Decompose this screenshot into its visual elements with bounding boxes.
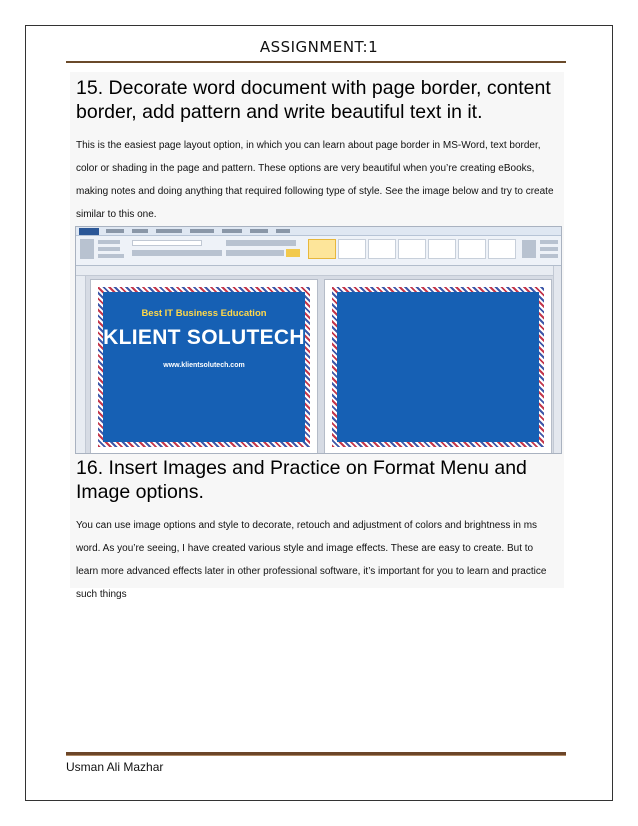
footer-divider	[66, 752, 566, 756]
style-title	[428, 239, 456, 259]
alignment-icons	[226, 250, 284, 256]
ribbon-tab	[276, 229, 290, 233]
section-16-heading: 16. Insert Images and Practice on Format Menu and Image options.	[76, 457, 527, 503]
style-normal	[308, 239, 336, 259]
ribbon-tab	[250, 229, 268, 233]
pattern-page-border	[332, 287, 544, 447]
ribbon-toolbar	[76, 236, 561, 266]
ribbon-tab	[132, 229, 148, 233]
style-heading-2	[398, 239, 426, 259]
paragraph-icons	[226, 240, 296, 246]
font-format-icons	[132, 250, 222, 256]
ribbon-tab	[156, 229, 182, 233]
cut-icon	[98, 240, 120, 244]
blue-page-shading	[103, 292, 305, 442]
document-page-2	[324, 279, 552, 454]
word-screenshot	[75, 226, 562, 454]
footer-author: Usman Ali Mazhar	[66, 760, 164, 774]
ribbon-tabs	[76, 227, 561, 236]
style-subtitle	[458, 239, 486, 259]
section-15-paragraph: This is the easiest page layout option, in which you can learn about page border in MS-Word, text border, color or shading in the page and pattern. These options are very beautiful when you’re creating eBooks, making notes and doing anything that required following type of style. See the image below and try to create similar to this one.	[76, 140, 554, 220]
find-icon	[540, 240, 558, 244]
ad-brand: KLIENT SOLUTECH	[103, 326, 305, 349]
copy-icon	[98, 247, 120, 251]
file-tab	[79, 228, 99, 235]
shading-icon	[286, 249, 300, 257]
document-page-1	[90, 279, 318, 454]
header-divider	[66, 61, 566, 63]
ribbon-tab	[222, 229, 242, 233]
vertical-ruler	[76, 276, 86, 454]
horizontal-ruler	[76, 266, 561, 276]
blue-page-shading	[337, 292, 539, 442]
style-subtle-emphasis	[488, 239, 516, 259]
section-15-heading: 15. Decorate word document with page border, content border, add pattern and write beautiful text in it.	[76, 77, 551, 123]
section-16-paragraph: You can use image options and style to decorate, retouch and adjustment of colors and brightness in ms word. As you’re seeing, I have created various style and image effects. These are easy to create. But to learn more advanced effects later in other professional software, it’s important for you to learn and practice such things	[76, 520, 547, 600]
replace-icon	[540, 247, 558, 251]
font-selector	[132, 240, 202, 246]
change-styles-icon	[522, 240, 536, 258]
header-title: ASSIGNMENT:1	[259, 38, 379, 56]
paste-icon	[80, 239, 94, 259]
section-16	[70, 454, 564, 600]
style-heading-1	[368, 239, 396, 259]
select-icon	[540, 254, 558, 258]
ribbon-tab	[190, 229, 214, 233]
vertical-scrollbar	[553, 266, 561, 454]
style-no-spacing	[338, 239, 366, 259]
main-content	[70, 72, 564, 600]
section-15	[70, 72, 564, 226]
ad-tagline: Best IT Business Education	[141, 308, 267, 319]
ribbon-tab	[106, 229, 124, 233]
pattern-page-border	[98, 287, 310, 447]
ad-url: www.klientsolutech.com	[163, 362, 245, 369]
format-painter-icon	[98, 254, 124, 258]
